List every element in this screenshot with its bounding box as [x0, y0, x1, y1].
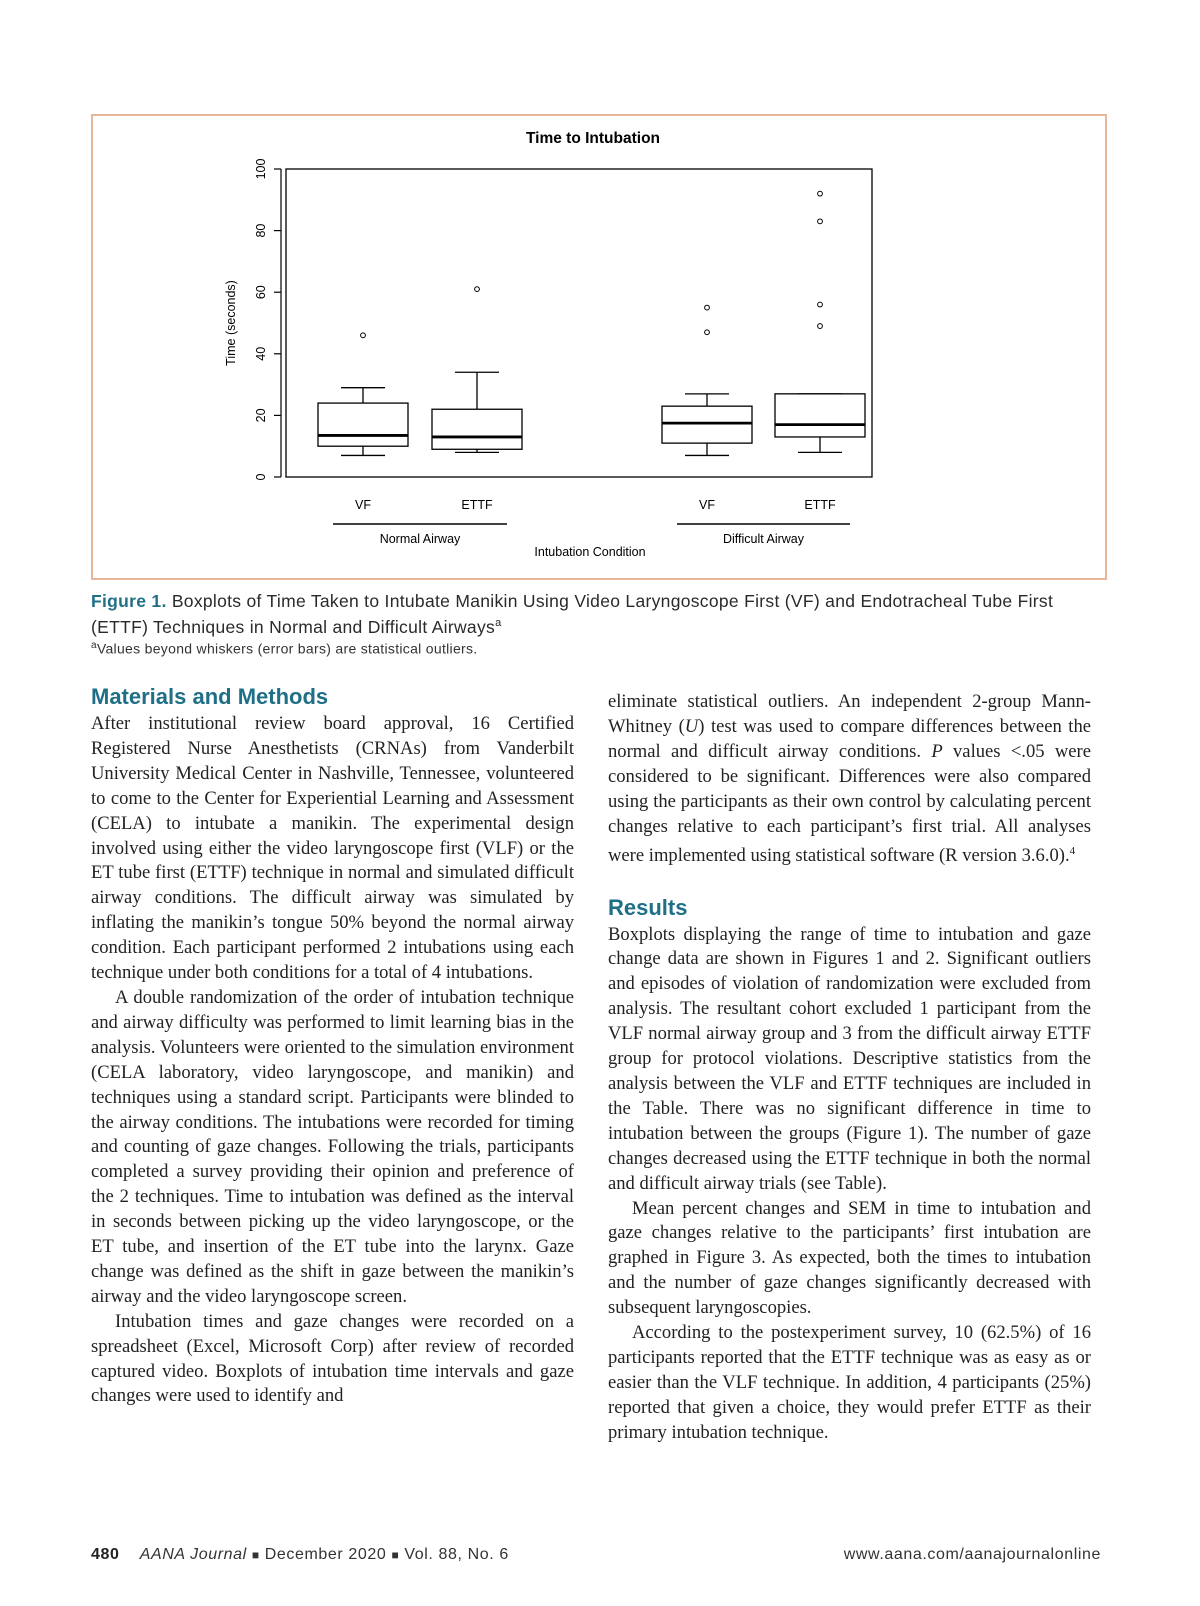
y-tick-label: 40: [254, 346, 268, 361]
outlier-point: [818, 219, 823, 224]
methods-paragraph-continued: [608, 690, 1091, 870]
y-axis: [254, 159, 281, 481]
methods-paragraph-2: A double randomization of the order of intubation technique and airway difficulty was performed to limit learning bias in the analysis. Volunteers were oriented to the simulation environment (CELA laboratory, video laryngoscope, and manikin) and techniques using a standard script. Participants were blinded to the airway conditions. The intubations were recorded for timing and counting of gaze changes. Following the trials, participants completed a survey providing their opinion and preference of the 2 techniques. Time to intubation was defined as the interval in seconds between picking up the video laryngoscope, or the ET tube, and insertion of the ET tube into the larynx. Gaze change was defined as the shift in gaze between the manikin’s airway and the video laryngoscope screen.: [91, 986, 574, 1307]
outlier-point: [705, 305, 710, 310]
group-label: Difficult Airway: [722, 532, 805, 546]
figure-footnote: [91, 640, 1091, 657]
results-paragraph-1: Boxplots displaying the range of time to intubation and gaze change data are shown in Figures 1 and 2. Significant outliers and episodes of violation of randomization were excluded from analysis. The resultant cohort excluded 1 participant from the VLF normal airway group and 3 from the difficult airway ETTF group for protocol violations. Descriptive statistics from the analysis between the VLF and ETTF techniques are included in the Table. There was no significant difference in time to intubation between the groups (Figure 1). The number of gaze changes decreased using the ETTF technique in both the normal and difficult airway trials (see Table).: [608, 923, 1091, 1194]
separator-1: ■: [251, 1548, 260, 1562]
iqr-box: [662, 406, 752, 443]
box-normal-airway-vf: [318, 333, 408, 456]
y-tick-label: 80: [254, 223, 268, 238]
outlier-point: [361, 333, 366, 338]
y-tick-label: 60: [254, 285, 268, 300]
box-difficult-airway-vf: [662, 305, 752, 455]
outlier-point: [818, 324, 823, 329]
caption-text: Boxplots of Time Taken to Intubate Manikin Using Video Laryngoscope First (VF) and Endotracheal Tube First (ETTF) Techniques in Normal and Difficult Airways: [91, 591, 1054, 637]
figure-label: Figure 1.: [91, 591, 167, 611]
box-difficult-airway-ettf: [775, 191, 865, 452]
group-labels: [333, 524, 850, 546]
y-tick-label: 20: [254, 408, 268, 423]
reference-4: 4: [1069, 845, 1076, 858]
x-tick-label: VF: [355, 498, 371, 512]
results-heading: Results: [608, 894, 688, 920]
outlier-point: [818, 191, 823, 196]
right-column: [608, 690, 1091, 1446]
methods-cont-text-b: ) test was used to compare differences between the normal and difficult airway conditions.: [608, 715, 1092, 762]
y-axis-label: Time (seconds): [224, 280, 238, 366]
figure-caption: [91, 590, 1111, 638]
x-axis-categories: [355, 498, 836, 512]
boxes: [318, 191, 865, 455]
methods-paragraph-3: Intubation times and gaze changes were recorded on a spreadsheet (Excel, Microsoft Corp) after review of recorded captured video. Boxplots of intubation time intervals and gaze changes were used to identify and: [91, 1310, 574, 1407]
methods-paragraph-1: After institutional review board approval, 16 Certified Registered Nurse Anesthetists (CRNAs) from Vanderbilt University Medical Center in Nashville, Tennessee, volunteered to come to the Center for Experiential Learning and Assessment (CELA) to intubate a manikin. The experimental design involved using either the video laryngoscope first (VLF) or the ET tube first (ETTF) technique in normal and simulated difficult airway conditions. The difficult airway was simulated by inflating the manikin’s tongue 50% beyond the normal airway condition. Each participant performed 2 intubations using each technique under both conditions for a total of 4 intubations.: [91, 713, 574, 984]
mann-whitney-u: U: [684, 715, 699, 737]
x-axis-label: Intubation Condition: [534, 545, 646, 559]
iqr-box: [775, 394, 865, 437]
outlier-point: [818, 302, 823, 307]
methods-cont-text-c: values <.05 were considered to be significant. Differences were also compared using the participants as their own control by calculating percent changes relative to each participant’s first trial. All analyses were implemented using statistical software (R version 3.6.0).: [608, 740, 1091, 867]
footnote-text: Values beyond whiskers (error bars) are statistical outliers.: [96, 640, 478, 657]
x-tick-label: VF: [699, 498, 715, 512]
figure-1: [91, 114, 1107, 580]
outlier-point: [705, 330, 710, 335]
caption-sup: a: [495, 617, 502, 629]
boxplot-chart: [93, 116, 1105, 578]
x-tick-label: ETTF: [461, 498, 493, 512]
footnote-sup: a: [91, 640, 97, 651]
page-number: 480: [91, 1546, 120, 1563]
methods-cont-text-a: eliminate statistical outliers. An independent 2-group Mann-Whitney (: [608, 691, 1091, 737]
results-paragraph-2: Mean percent changes and SEM in time to intubation and gaze changes relative to the participants’ first intubation are graphed in Figure 3. As expected, both the times to intubation and the number of gaze changes significantly decreased with subsequent laryngoscopies.: [608, 1197, 1091, 1319]
left-column: [91, 683, 574, 1409]
page-footer: [91, 1546, 1101, 1568]
issue-date: December 2020: [264, 1546, 387, 1563]
volume-issue: Vol. 88, No. 6: [404, 1546, 509, 1563]
separator-2: ■: [391, 1548, 400, 1562]
chart-title: Time to Intubation: [525, 130, 661, 147]
journal-name: AANA Journal: [139, 1546, 247, 1563]
methods-heading: Materials and Methods: [91, 684, 329, 709]
group-label: Normal Airway: [379, 532, 461, 546]
plot-frame: [286, 169, 872, 477]
x-tick-label: ETTF: [804, 498, 836, 512]
journal-url: www.aana.com/aanajournalonline: [843, 1546, 1101, 1563]
results-paragraph-3: According to the postexperiment survey, 10 (62.5%) of 16 participants reported that the ETTF technique was as easy as or easier than the VLF technique. In addition, 4 participants (25%) reported that given a choice, they would prefer ETTF as their primary intubation technique.: [608, 1322, 1091, 1443]
outlier-point: [475, 287, 480, 292]
y-tick-label: 0: [254, 473, 268, 481]
box-normal-airway-ettf: [432, 287, 522, 453]
iqr-box: [318, 403, 408, 446]
y-tick-label: 100: [254, 158, 268, 180]
iqr-box: [432, 409, 522, 449]
p-symbol: P: [931, 740, 943, 762]
